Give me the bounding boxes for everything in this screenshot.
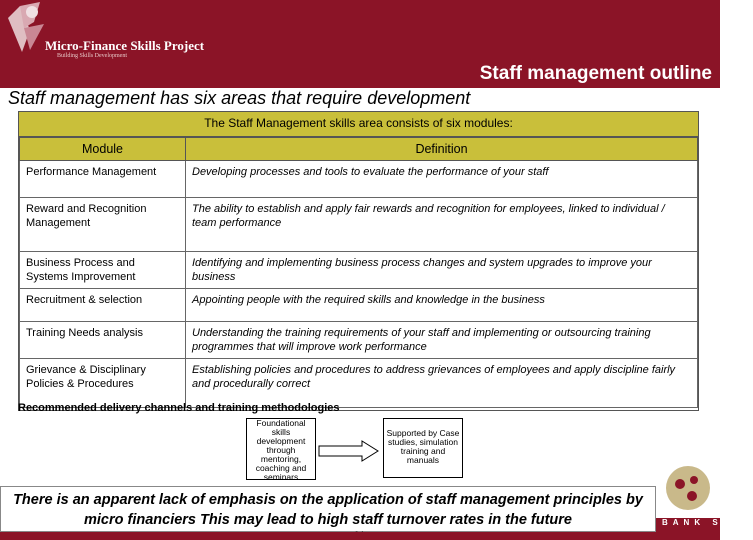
subtitle: Staff management has six areas that require development xyxy=(8,88,471,108)
module-cell: Reward and Recognition Management xyxy=(20,198,186,252)
page-title: Staff management outline xyxy=(479,63,712,84)
arrow-right-icon xyxy=(318,440,380,462)
column-header-definition: Definition xyxy=(186,138,698,161)
table-caption: The Staff Management skills area consists of six modules: xyxy=(19,112,698,137)
footer-bar xyxy=(0,532,720,540)
logo xyxy=(0,0,205,70)
logo-tagline: Building Skills Development xyxy=(57,53,127,59)
supporting-methods-box: Supported by Case studies, simulation training and manuals xyxy=(383,418,463,478)
table-row xyxy=(20,161,698,198)
foundational-skills-box: Foundational skills development through mentoring, coaching and seminars xyxy=(246,418,316,480)
table-header-row xyxy=(20,138,698,161)
table-row xyxy=(20,359,698,408)
module-cell: Grievance & Disciplinary Policies & Procedures xyxy=(20,359,186,408)
module-cell: Performance Management xyxy=(20,161,186,198)
modules-table xyxy=(18,111,699,411)
column-header-module: Module xyxy=(20,138,186,161)
definition-cell: Identifying and implementing business process changes and system upgrades to improve your business xyxy=(186,252,698,289)
conclusion-text: There is an apparent lack of emphasis on the application of staff management principles by micro financiers This may lead to high staff turnover rates in the future xyxy=(0,486,656,532)
table-row xyxy=(20,252,698,289)
bank-seta-label: BANK SETA xyxy=(662,518,753,527)
table-row xyxy=(20,198,698,252)
logo-name: Micro-Finance Skills Project xyxy=(45,38,205,53)
table-row xyxy=(20,322,698,359)
table-row xyxy=(20,289,698,322)
definition-cell: Appointing people with the required skills and knowledge in the business xyxy=(186,289,698,322)
header-bar xyxy=(0,0,720,88)
modules-grid xyxy=(19,137,698,408)
definition-cell: The ability to establish and apply fair rewards and recognition for employees, linked to individual / team performance xyxy=(186,198,698,252)
delivery-title: Recommended delivery channels and training methodologies xyxy=(18,402,340,414)
definition-cell: Understanding the training requirements of your staff and implementing or outsourcing training programmes that will improve work performance xyxy=(186,322,698,359)
bank-seta-logo xyxy=(656,462,720,540)
module-cell: Training Needs analysis xyxy=(20,322,186,359)
module-cell: Recruitment & selection xyxy=(20,289,186,322)
definition-cell: Establishing policies and procedures to address grievances of employees and apply discipline fairly and procedurally correct xyxy=(186,359,698,408)
bank-seta-icon xyxy=(656,462,720,518)
definition-cell: Developing processes and tools to evaluate the performance of your staff xyxy=(186,161,698,198)
module-cell: Business Process and Systems Improvement xyxy=(20,252,186,289)
